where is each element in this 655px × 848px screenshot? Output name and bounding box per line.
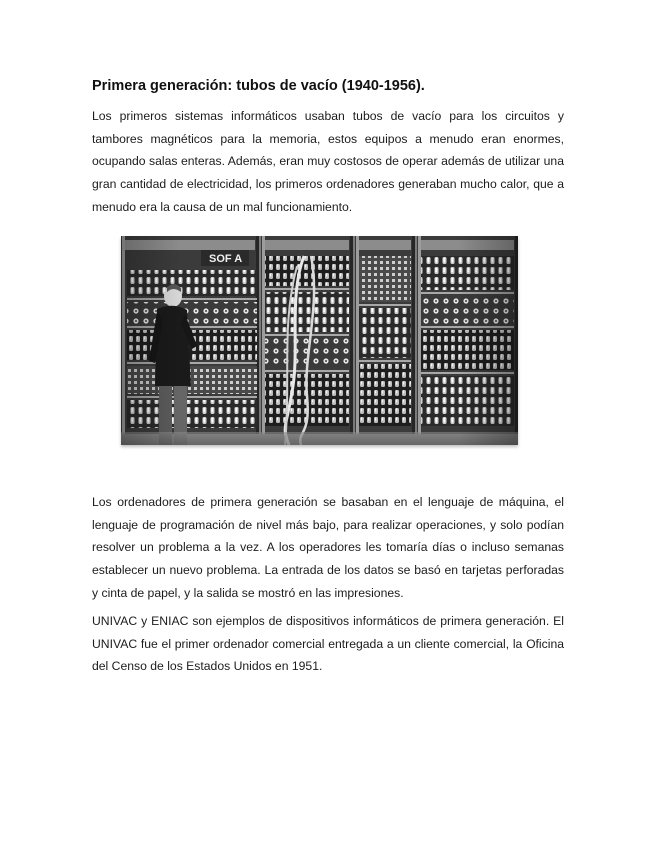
paragraph-machine-language: Los ordenadores de primera generación se basaban en el lenguaje de máquina, el lenguaje de programación de nivel más bajo, para realizar operaciones, y solo podían resolver un problema a la vez. A los operadores les tomaría días o incluso semanas establecer un nuevo problema. La entrada de los datos se basó en tarjetas perforadas y cinta de papel, y la salida se mostró en las impresiones.: [92, 495, 564, 600]
eniac-photo: [121, 236, 518, 445]
paragraph-intro: Los primeros sistemas informáticos usaban tubos de vacío para los circuitos y tambores magnéticos para la memoria, estos equipos a menudo eran enormes, ocupando salas enteras. Además, eran muy costosos de operar además de utilizar una gran cantidad de electricidad, los primeros ordenadores generaban mucho calor, que a menudo era la causa de un mal funcionamiento.: [92, 109, 564, 214]
photo-vignette: [121, 236, 518, 445]
paragraph-univac-eniac: UNIVAC y ENIAC son ejemplos de dispositivos informáticos de primera generación. El UNIVAC fue el primer ordenador comercial entregada a un cliente comercial, la Oficina del Censo de los Estados Unidos en 1951.: [92, 614, 564, 674]
eniac-photo-drawing: [121, 236, 518, 445]
section-heading: Primera generación: tubos de vacío (1940-1956).: [92, 78, 425, 94]
